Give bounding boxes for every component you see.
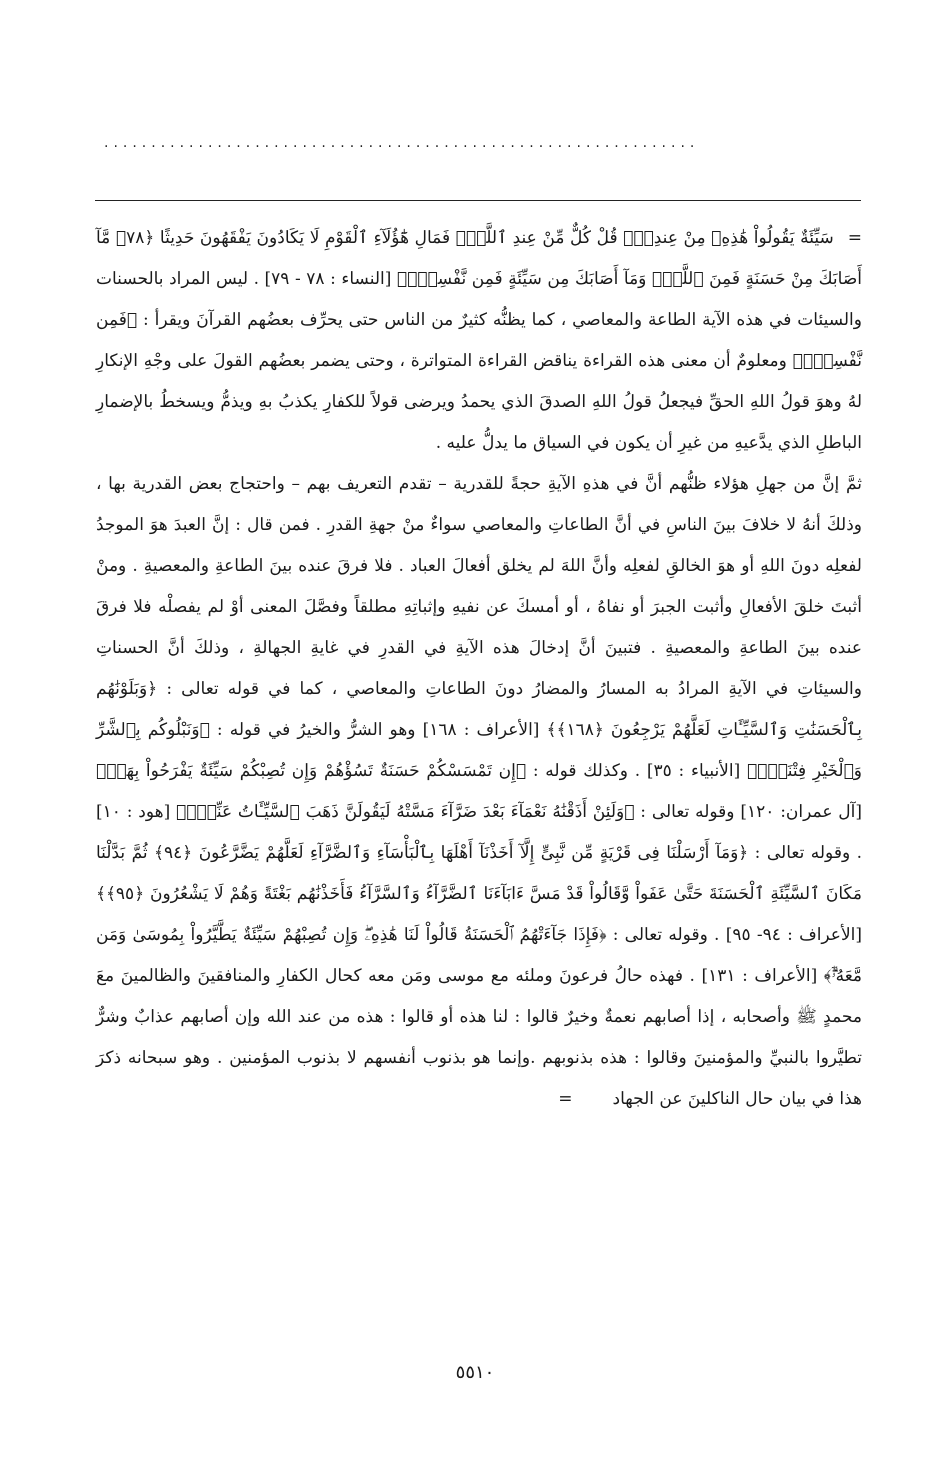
footnote-paragraph-1 — [96, 218, 862, 464]
footnote-paragraph-1-text: سَيِّئَةٌ يَقُولُواْ هَٰذِهِۦ مِنْ عِندِكَۚ قُلْ كُلٌّ مِّنْ عِندِ ٱللَّهِۖ فَمَالِ هَٰٓؤُلَآءِ ٱلْقَوْمِ لَا يَكَادُونَ يَفْقَهُونَ حَدِيثًا ﴿٧٨﴾ مَّآ أَصَابَكَ مِنْ حَسَنَةٍ فَمِنَ ٱللَّهِۖ وَمَآ أَصَابَكَ مِن سَيِّئَةٍ فَمِن نَّفْسِكَۚ﴾ [النساء : ٧٨ - ٧٩] . ليس المراد بالحسنات والسيئات في هذه الآية الطاعة والمعاصي ، كما يظنُّه كثيرٌ من الناس حتى يحرِّف بعضُهم القرآنَ ويقرأ : ﴿فَمِن نَّفْسِكَۚ﴾ ومعلومٌ أن معنى هذه القراءة يناقض القراءة المتواترة ، وحتى يضمر بعضُهم القولَ على وجْهِ الإنكارِ لهُ وهوَ قولُ اللهِ الحقِّ فيجعلُ قولُ اللهِ الصدقَ الذي يحمدُ ويرضى قولاً للكفارِ يكذبُ بهِ ويذمُّ ويسخطُ بالإضمارِ الباطلِ الذي يدَّعيهِ من غيرِ أن يكون في السياق ما يدلُّ عليه . — [96, 228, 862, 453]
footnote-rule — [95, 200, 861, 201]
dotted-separator: ............................................................... — [104, 135, 700, 151]
page-number: ٥٥١٠ — [455, 1362, 495, 1383]
footnote-paragraph-2-text: ثمَّ إنَّ من جهلِ هؤلاء ظنُّهم أنَّ في هذهِ الآيةِ حجةً للقدرية – تقدم التعريف بهم – واحتجاج بعض القدرية بها ، وذلكَ أنهُ لا خلافَ بينَ الناسِ في أنَّ الطاعاتِ والمعاصي سواءٌ منْ جهةِ القدرِ . فمن قال : إنَّ العبدَ هوَ الموجدُ لفعلِه دونَ اللهِ أو هوَ الخالقِ لفعلِه وأنَّ اللهَ لم يخلق أفعالَ العباد . فلا فرقَ عنده بينَ الطاعةِ والمعصيةِ . ومنْ أثبتَ خلقَ الأفعالِ وأثبت الجبرَ أو نفاهُ ، أو أمسكَ عن نفيهِ وإثباتِهِ مطلقاً وفصَّلَ المعنى أوْ لم يفصلْه فلا فرقَ عنده بينَ الطاعةِ والمعصيةِ . فتبينَ أنَّ إدخالَ هذه الآيةِ في القدرِ في غايةِ الجهالةِ ، وذلكَ أنَّ الحسناتِ والسيئاتِ في الآيةِ المرادُ به المسارُ والمضارُ دونَ الطاعاتِ والمعاصي ، كما في قوله تعالى : ﴿وَبَلَوْنَٰهُم بِٱلْحَسَنَٰتِ وَٱلسَّيِّـَٔاتِ لَعَلَّهُمْ يَرْجِعُونَ ﴿١٦٨﴾﴾ [الأعراف : ١٦٨] وهو الشرُّ والخيرُ في قوله : ﴿وَنَبْلُوكُم بِٱلشَّرِّ وَٱلْخَيْرِ فِتْنَةًۖ﴾ [الأنبياء : ٣٥] . وكذلك قوله : ﴿إِن تَمْسَسْكُمْ حَسَنَةٌ تَسُؤْهُمْ وَإِن تُصِبْكُمْ سَيِّئَةٌ يَفْرَحُواْ بِهَاۖ﴾ [آل عمران: ١٢٠] وقوله تعالى : ﴿وَلَئِنْ أَذَقْنَٰهُ نَعْمَآءَ بَعْدَ ضَرَّآءَ مَسَّتْهُ لَيَقُولَنَّ ذَهَبَ ٱلسَّيِّـَٔاتُ عَنِّىٓۚ﴾ [هود : ١٠] . وقوله تعالى : ﴿وَمَآ أَرْسَلْنَا فِى قَرْيَةٍ مِّن نَّبِىٍّ إِلَّآ أَخَذْنَآ أَهْلَهَا بِٱلْبَأْسَآءِ وَٱلضَّرَّآءِ لَعَلَّهُمْ يَضَّرَّعُونَ ﴿٩٤﴾ ثُمَّ بَدَّلْنَا مَكَانَ ٱلسَّيِّئَةِ ٱلْحَسَنَةَ حَتَّىٰ عَفَواْ وَّقَالُواْ قَدْ مَسَّ ءَابَآءَنَا ٱلضَّرَّآءُ وَٱلسَّرَّآءُ فَأَخَذْنَٰهُم بَغْتَةً وَهُمْ لَا يَشْعُرُونَ ﴿٩٥﴾﴾ [الأعراف : ٩٤- ٩٥] . وقوله تعالى : ﴿فَإِذَا جَآءَتْهُمُ ٱلْحَسَنَةُ قَالُواْ لَنَا هَٰذِهِۦۖ وَإِن تُصِبْهُمْ سَيِّئَةٌ يَطَّيَّرُواْ بِمُوسَىٰ وَمَن مَّعَهُۥٓۗ﴾ [الأعراف : ١٣١] . فهذه حالُ فرعونَ وملئه مع موسى ومَن معه كحال الكفارِ والمنافقينَ والظالمينَ معَ محمدٍ ﷺ وأصحابه ، إذا أصابهم نعمةٌ وخيرٌ قالوا : لنا هذه أو قالوا : هذه من عند الله وإن أصابهم عذابٌ وشرٌّ تطيَّروا بالنبيِّ والمؤمنينَ وقالوا : هذه بذنوبهم .وإنما هو بذنوب أنفسهم لا بذنوب المؤمنين . وهو سبحانه ذكرَ هذا في بيان حال الناكلينَ عن الجهاد — [96, 474, 863, 1109]
footnote-body — [96, 218, 862, 1120]
footnote-paragraph-2 — [96, 464, 862, 1120]
continuation-marker-end: = — [558, 1089, 573, 1109]
continuation-marker-start: = — [847, 228, 862, 248]
